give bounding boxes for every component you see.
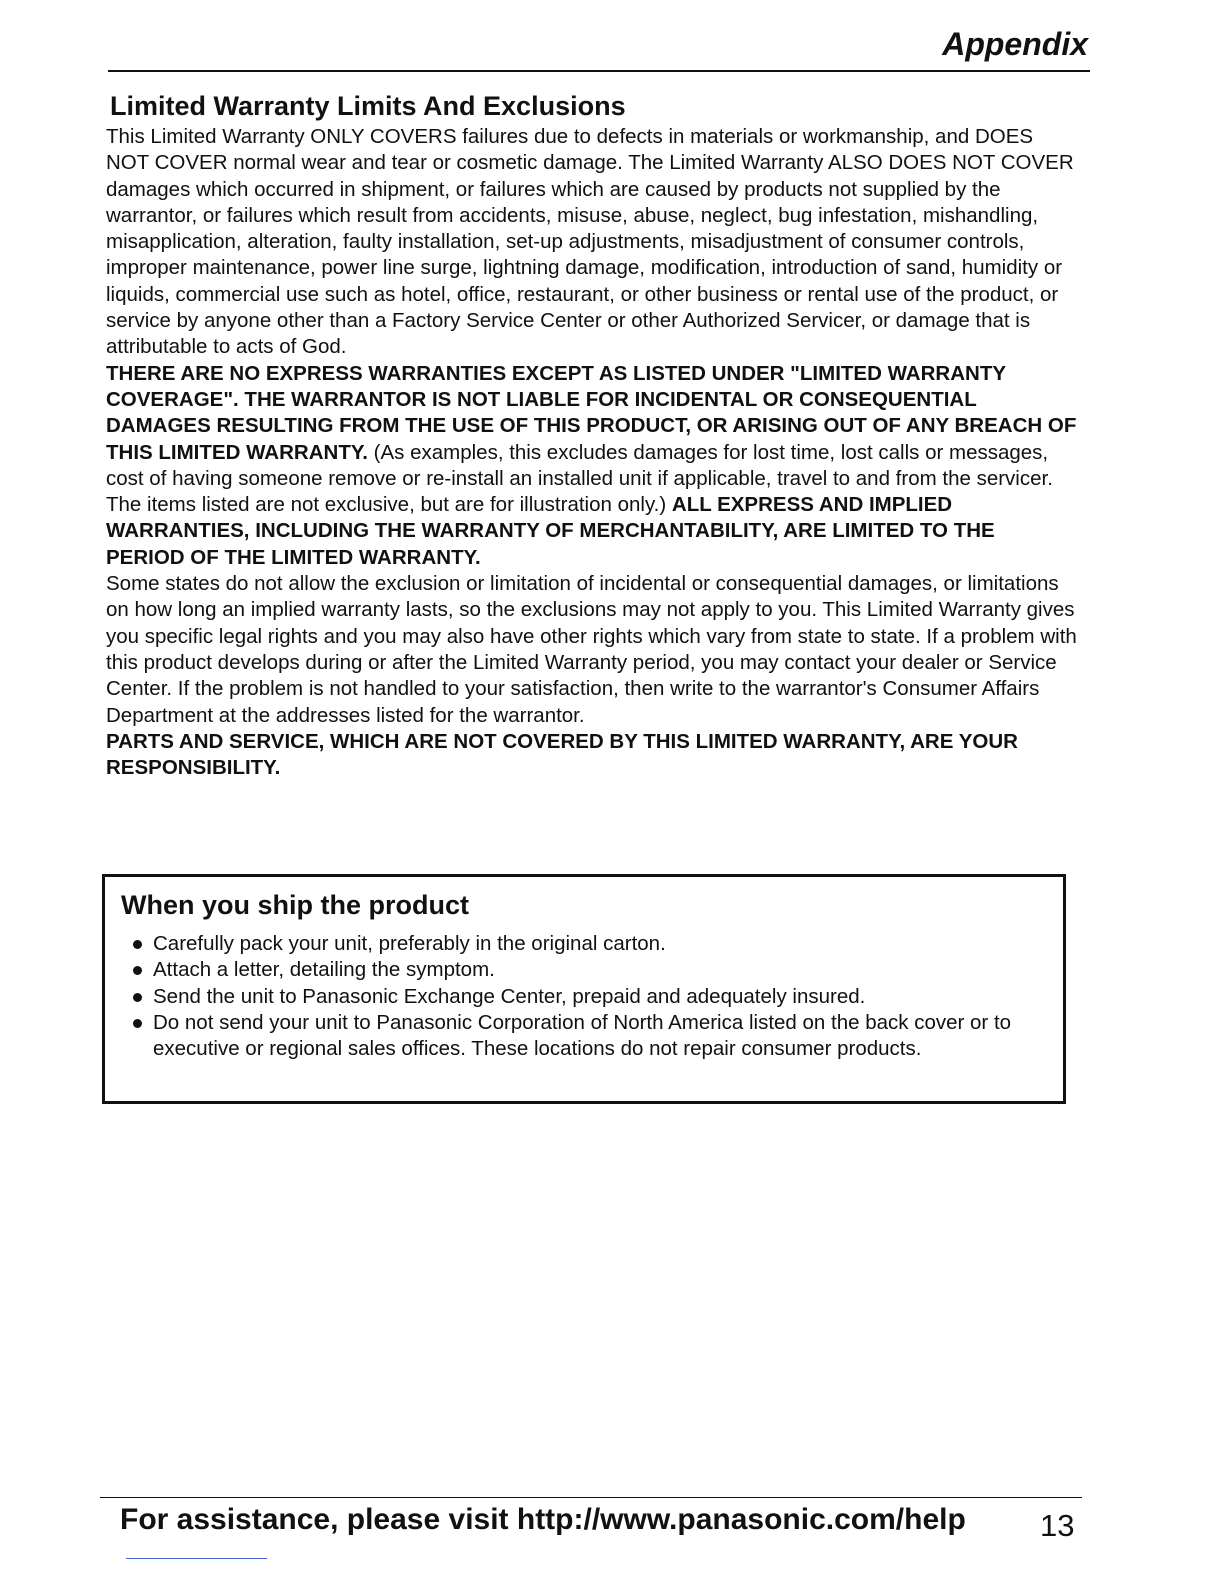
footer-assistance-text: For assistance, please visit http://www.panasonic.com/help bbox=[120, 1503, 966, 1536]
page-number: 13 bbox=[1040, 1508, 1075, 1543]
section-title: Appendix bbox=[942, 26, 1088, 62]
damages-examples-text: (As examples, this excludes damages for lost time, lost calls or messages, cost of having someone remove or re-install an installed unit if applicable, travel to and from the servicer. The items listed are not exclusive, but are for illustration only.) bbox=[106, 440, 1053, 517]
implied-warranties-text: ALL EXPRESS AND IMPLIED WARRANTIES, INCLUDING THE WARRANTY OF MERCHANTABILITY, ARE LIMITED TO THE PERIOD OF THE LIMITED WARRANTY. bbox=[106, 493, 995, 569]
warranty-heading: Limited Warranty Limits And Exclusions bbox=[110, 91, 626, 121]
shipping-heading: When you ship the product bbox=[121, 890, 469, 920]
warranty-disclaimer-paragraph bbox=[106, 361, 1078, 571]
bullet-icon bbox=[133, 993, 142, 1002]
bullet-icon bbox=[133, 1019, 142, 1028]
no-express-warranties-text: THERE ARE NO EXPRESS WARRANTIES EXCEPT AS LISTED UNDER "LIMITED WARRANTY COVERAGE". THE WARRANTOR IS NOT LIABLE FOR INCIDENTAL OR CONSEQUENTIAL DAMAGES RESULTING FROM THE USE OF THIS PRODUCT, OR ARISING OUT OF ANY BREACH OF THIS LIMITED WARRANTY. bbox=[106, 361, 1077, 464]
warranty-section bbox=[106, 88, 1078, 781]
list-item bbox=[129, 957, 1049, 983]
list-item-text: Send the unit to Panasonic Exchange Center, prepaid and adequately insured. bbox=[153, 984, 866, 1008]
section-header bbox=[108, 26, 1090, 72]
footer-rule bbox=[100, 1497, 1082, 1498]
list-item bbox=[129, 1010, 1049, 1063]
list-item bbox=[129, 984, 1049, 1010]
list-item-text: Attach a letter, detailing the symptom. bbox=[153, 958, 495, 982]
shipping-box bbox=[102, 874, 1066, 1104]
bullet-icon bbox=[133, 940, 142, 949]
scan-artifact-line bbox=[126, 1558, 267, 1559]
list-item-text: Carefully pack your unit, preferably in the original carton. bbox=[153, 932, 666, 955]
list-item bbox=[129, 931, 1049, 957]
warranty-exclusions-paragraph: This Limited Warranty ONLY COVERS failures due to defects in materials or workmanship, and DOES NOT COVER normal wear and tear or cosmetic damage. The Limited Warranty ALSO DOES NOT COVER damages which occurred in shipment, or failures which are caused by products not supplied by the warrantor, or failures which result from accidents, misuse, abuse, neglect, bug infestation, mishandling, misapplication, alteration, faulty installation, set-up adjustments, misadjustment of consumer controls, improper maintenance, power line surge, lightning damage, modification, introduction of sand, humidity or liquids, commercial use such as hotel, office, restaurant, or other business or rental use of the product, or service by anyone other than a Factory Service Center or other Authorized Servicer, or damage that is attributable to acts of God. bbox=[106, 125, 1074, 359]
bullet-icon bbox=[133, 966, 142, 975]
list-item-text: Do not send your unit to Panasonic Corporation of North America listed on the back cover or to executive or regional sales offices. These locations do not repair consumer products. bbox=[153, 1010, 1012, 1061]
parts-service-paragraph: PARTS AND SERVICE, WHICH ARE NOT COVERED BY THIS LIMITED WARRANTY, ARE YOUR RESPONSIBILITY. bbox=[106, 729, 1018, 780]
state-rights-paragraph: Some states do not allow the exclusion or limitation of incidental or consequential damages, or limitations on how long an implied warranty lasts, so the exclusions may not apply to you. This Limited Warranty gives you specific legal rights and you may also have other rights which vary from state to state. If a problem with this product develops during or after the Limited Warranty period, you may contact your dealer or Service Center. If the problem is not handled to your satisfaction, then write to the warrantor's Consumer Affairs Department at the addresses listed for the warrantor. bbox=[106, 572, 1077, 727]
shipping-list bbox=[129, 931, 1049, 1062]
